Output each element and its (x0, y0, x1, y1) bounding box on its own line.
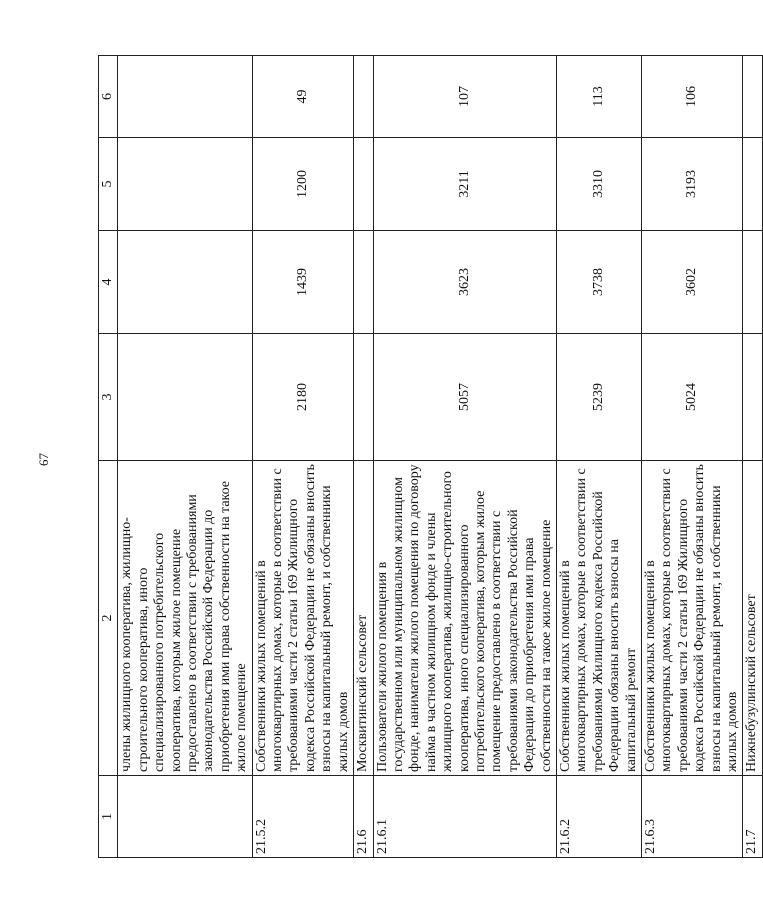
row-value: 113 (556, 56, 641, 138)
header-cell: 2 (99, 461, 118, 776)
row-value: 3211 (373, 138, 556, 231)
header-cell: 1 (99, 776, 118, 858)
header-cell: 5 (99, 138, 118, 231)
row-value: 3193 (642, 138, 743, 231)
row-code: 21.7 (743, 776, 762, 858)
row-value: 1200 (252, 138, 353, 231)
row-description: Собственники жилых помещений в многоквартирных домах, которые в соответствии с требованиями части 2 статьи 169 Жилищного кодекса Российской Федерации не обязаны вносить взносы на капитальный ремонт, и собственники жилых домов (642, 461, 743, 776)
row-value: 49 (252, 56, 353, 138)
row-code: 21.6 (354, 776, 373, 858)
row-value: 3623 (373, 231, 556, 334)
row-value (354, 138, 373, 231)
table-row (354, 56, 373, 858)
row-value: 1439 (252, 231, 353, 334)
row-value (118, 231, 252, 334)
rotated-table-container (98, 56, 760, 858)
row-value (354, 231, 373, 334)
header-cell: 3 (99, 334, 118, 461)
header-cell: 6 (99, 56, 118, 138)
row-value (743, 56, 762, 138)
header-row (99, 56, 118, 858)
row-value: 2180 (252, 334, 353, 461)
table-row (373, 56, 556, 858)
row-description: Пользователи жилого помещения в государственном или муниципальном жилищном фонде, наниматели жилого помещения по договору найма в частном жилищном фонде и члены жилищного кооператива, жилищно-строительного кооператива, иного специализированного потребительского кооператива, которым жилое помещение предоставлено в соответствии с требованиями законодательства Российской Федерации до приобретения ими права собственности на такое жилое помещение (373, 461, 556, 776)
table-row (743, 56, 762, 858)
row-value (354, 334, 373, 461)
row-description: Собственники жилых помещений в многоквартирных домах, которые в соответствии с требованиями Жилищного кодекса Российской Федерации обязаны вносить взносы на капитальный ремонт (556, 461, 641, 776)
row-code (118, 776, 252, 858)
row-value: 5239 (556, 334, 641, 461)
row-code: 21.6.3 (642, 776, 743, 858)
row-code: 21.5.2 (252, 776, 353, 858)
row-value (743, 334, 762, 461)
row-value (354, 56, 373, 138)
row-value (118, 56, 252, 138)
table-row (252, 56, 353, 858)
row-value: 106 (642, 56, 743, 138)
row-value: 3602 (642, 231, 743, 334)
row-value: 3310 (556, 138, 641, 231)
row-description: Собственники жилых помещений в многоквартирных домах, которые в соответствии с требованиями части 2 статьи 169 Жилищного кодекса Российской Федерации не обязаны вносить взносы на капитальный ремонт, и собственники жилых домов (252, 461, 353, 776)
table-row (556, 56, 641, 858)
row-description: члены жилищного кооператива, жилищно-строительного кооператива, иного специализированного потребительского кооператива, которым жилое помещение предоставлено в соответствии с требованиями законодательства Российской Федерации до приобретения ими права собственности на такое жилое помещение (118, 461, 252, 776)
row-value: 5057 (373, 334, 556, 461)
table-row (118, 56, 252, 858)
page-number: 67 (36, 453, 51, 466)
row-value (118, 138, 252, 231)
row-description: Нижнебузулинский сельсовет (743, 461, 762, 776)
row-value (743, 231, 762, 334)
tariff-table (98, 55, 763, 858)
row-value: 107 (373, 56, 556, 138)
row-value (118, 334, 252, 461)
row-description: Москвитинский сельсовет (354, 461, 373, 776)
row-value: 3738 (556, 231, 641, 334)
row-code: 21.6.1 (373, 776, 556, 858)
row-value: 5024 (642, 334, 743, 461)
table-row (642, 56, 743, 858)
header-cell: 4 (99, 231, 118, 334)
row-value (743, 138, 762, 231)
row-code: 21.6.2 (556, 776, 641, 858)
